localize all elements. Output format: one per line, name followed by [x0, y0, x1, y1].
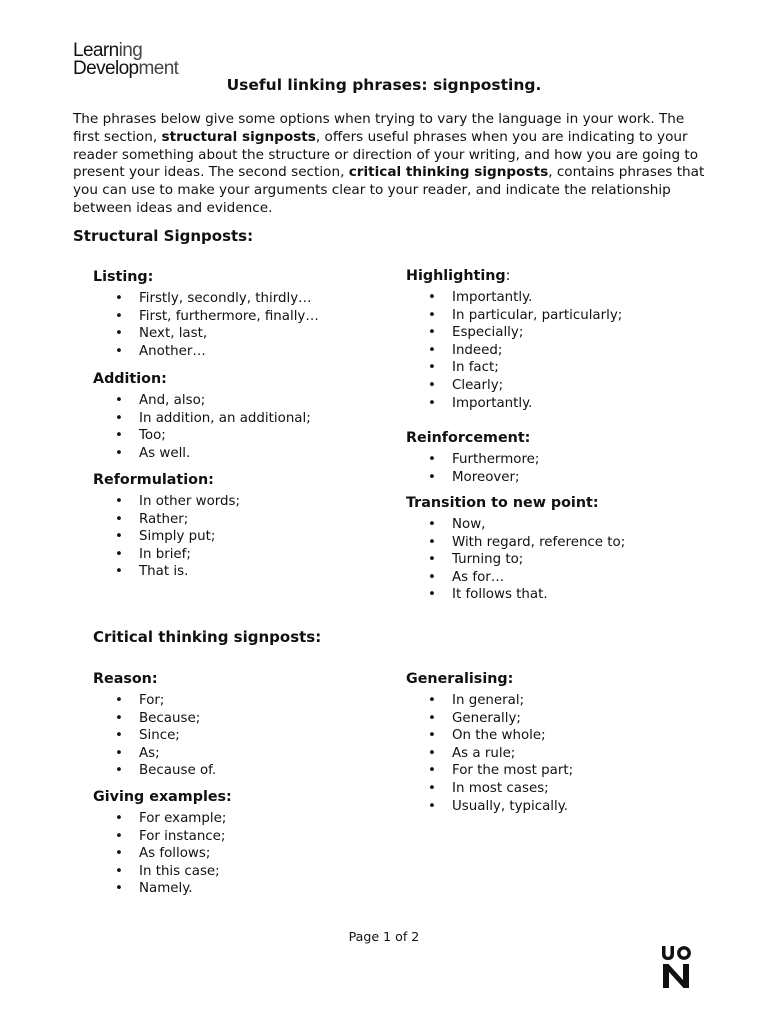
- intro-bold-text: structural signposts: [161, 128, 316, 145]
- list-item: • Now,: [406, 516, 625, 534]
- list-item: • As follows;: [93, 845, 232, 863]
- list-item: • First, furthermore, finally…: [93, 308, 319, 326]
- group-listing: [93, 268, 319, 360]
- list-item: • As a rule;: [406, 745, 573, 763]
- group-reason: [93, 670, 216, 780]
- list-item: • In most cases;: [406, 780, 573, 798]
- group-title: Reformulation:: [93, 472, 214, 488]
- group-reformulation: [93, 471, 240, 581]
- phrase-list: [93, 392, 311, 462]
- list-item: • Simply put;: [93, 528, 240, 546]
- list-item: • As;: [93, 745, 216, 763]
- group-addition: [93, 370, 311, 462]
- group-title: Giving examples:: [93, 789, 232, 805]
- list-item: • Indeed;: [406, 342, 622, 360]
- list-item: • Firstly, secondly, thirdly…: [93, 290, 319, 308]
- group-title: Reinforcement:: [406, 430, 531, 446]
- group-title: Reason:: [93, 671, 158, 687]
- logo-text: Learn: [73, 40, 119, 61]
- phrase-list: [406, 451, 539, 486]
- list-item: • Generally;: [406, 710, 573, 728]
- list-item: • In particular, particularly;: [406, 307, 622, 325]
- phrase-list: [93, 290, 319, 360]
- group-title: Transition to new point:: [406, 495, 599, 511]
- list-item: • And, also;: [93, 392, 311, 410]
- list-item: • Turning to;: [406, 551, 625, 569]
- list-item: • Especially;: [406, 324, 622, 342]
- list-item: • For;: [93, 692, 216, 710]
- list-item: • Rather;: [93, 511, 240, 529]
- intro-text: , contains phrases that you can use to make your arguments clear to your reader, and indicate the relationship between ideas and evidence.: [73, 164, 705, 216]
- group-title: [406, 267, 622, 285]
- group-generalising: [406, 670, 573, 815]
- logo-text: ing: [118, 40, 143, 61]
- group-transition: [406, 494, 625, 604]
- phrase-list: [93, 810, 232, 898]
- list-item: • With regard, reference to;: [406, 534, 625, 552]
- list-item: • In this case;: [93, 863, 232, 881]
- group-title: Generalising:: [406, 671, 514, 687]
- list-item: • Because;: [93, 710, 216, 728]
- phrase-list: [93, 692, 216, 780]
- list-item: • Clearly;: [406, 377, 622, 395]
- structural-signposts-heading: Structural Signposts:: [73, 227, 254, 245]
- list-item: • Namely.: [93, 880, 232, 898]
- list-item: • In brief;: [93, 546, 240, 564]
- list-item: • In addition, an additional;: [93, 410, 311, 428]
- list-item: • It follows that.: [406, 586, 625, 604]
- phrase-list: [406, 516, 625, 604]
- group-highlighting: [406, 267, 622, 412]
- learning-development-logo: [73, 42, 178, 78]
- logo-text: ment: [138, 58, 179, 79]
- list-item: • Another…: [93, 343, 319, 361]
- group-title-text: Highlighting: [406, 268, 506, 284]
- phrase-list: [406, 692, 573, 815]
- list-item: • Since;: [93, 727, 216, 745]
- group-title-suffix: :: [505, 268, 511, 284]
- list-item: • Importantly.: [406, 289, 622, 307]
- list-item: • Usually, typically.: [406, 798, 573, 816]
- list-item: • As for…: [406, 569, 625, 587]
- list-item: • Because of.: [93, 762, 216, 780]
- phrase-list: [406, 289, 622, 412]
- list-item: • In general;: [406, 692, 573, 710]
- list-item: • Too;: [93, 427, 311, 445]
- list-item: • Furthermore;: [406, 451, 539, 469]
- list-item: • For the most part;: [406, 762, 573, 780]
- list-item: • In fact;: [406, 359, 622, 377]
- list-item: • For example;: [93, 810, 232, 828]
- list-item: • That is.: [93, 563, 240, 581]
- phrase-list: [93, 493, 240, 581]
- list-item: • In other words;: [93, 493, 240, 511]
- intro-text: The phrases below give some options when trying to vary the language in your work. The first section,: [73, 111, 685, 145]
- intro-paragraph: [73, 111, 713, 218]
- list-item: • As well.: [93, 445, 311, 463]
- critical-thinking-heading: Critical thinking signposts:: [93, 628, 322, 646]
- intro-bold-text: critical thinking signposts: [348, 164, 549, 181]
- page-title: Useful linking phrases: signposting.: [226, 76, 542, 94]
- page-number: Page 1 of 2: [348, 929, 420, 944]
- list-item: • Moreover;: [406, 469, 539, 487]
- group-title: Listing:: [93, 269, 154, 285]
- logo-text: Develop: [73, 58, 139, 79]
- group-giving-examples: [93, 788, 232, 898]
- list-item: • Next, last,: [93, 325, 319, 343]
- list-item: • For instance;: [93, 828, 232, 846]
- group-reinforcement: [406, 429, 539, 486]
- group-title: Addition:: [93, 371, 167, 387]
- uon-logo-icon: [660, 944, 692, 990]
- list-item: • Importantly.: [406, 395, 622, 413]
- intro-text: , offers useful phrases when you are indicating to your reader something about the structure or direction of your writing, and how you are going to present your ideas. The second section,: [73, 128, 699, 181]
- list-item: • On the whole;: [406, 727, 573, 745]
